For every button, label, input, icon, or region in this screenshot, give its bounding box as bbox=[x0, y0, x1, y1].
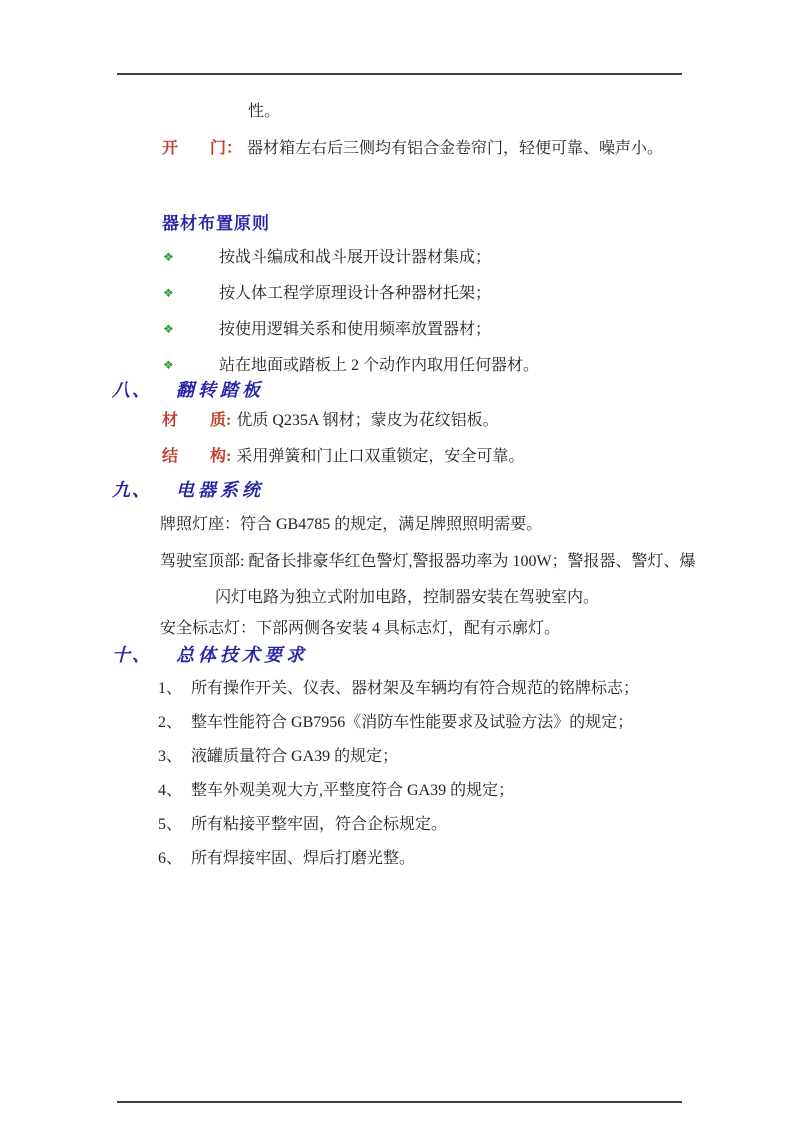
item-text: 整车外观美观大方,平整度符合 GA39 的规定； bbox=[191, 782, 515, 799]
item-text: 整车性能符合 GB7956《消防车性能要求及试验方法》的规定； bbox=[191, 714, 634, 731]
diamond-bullet-icon: ❖ bbox=[163, 250, 174, 264]
door-label: 开 门： bbox=[162, 140, 243, 157]
section-8-heading bbox=[112, 376, 264, 402]
diamond-bullet-icon: ❖ bbox=[163, 358, 174, 372]
section-10-heading bbox=[112, 641, 308, 667]
cab-roof-line-1: 驾驶室顶部: 配备长排豪华红色警灯,警报器功率为 100W；警报器、警灯、爆 bbox=[160, 553, 696, 570]
bullet-text: 站在地面或踏板上 2 个动作内取用任何器材。 bbox=[219, 357, 540, 374]
item-number: 4、 bbox=[158, 782, 183, 799]
door-text: 器材箱左右后三侧均有铝合金卷帘门，轻便可靠、噪声小。 bbox=[247, 140, 664, 157]
item-number: 6、 bbox=[158, 850, 183, 867]
item-number: 3、 bbox=[158, 748, 183, 765]
bullet-text: 按战斗编成和战斗展开设计器材集成； bbox=[219, 249, 492, 266]
equipment-layout-title: 器材布置原则 bbox=[162, 214, 270, 233]
material-label: 材 质: bbox=[162, 412, 232, 429]
item-number: 2、 bbox=[158, 714, 183, 731]
structure-label: 结 构: bbox=[162, 448, 232, 465]
door-spec-line bbox=[162, 139, 663, 158]
item-number: 5、 bbox=[158, 816, 183, 833]
section-10-number: 十、 bbox=[112, 645, 152, 665]
section-9-title: 电器系统 bbox=[176, 480, 264, 500]
item-text: 液罐质量符合 GA39 的规定； bbox=[191, 748, 399, 765]
item-number: 1、 bbox=[158, 680, 183, 697]
section-9-number: 九、 bbox=[112, 480, 152, 500]
structure-spec-line bbox=[162, 447, 524, 466]
item-text: 所有粘接平整牢固，符合企标规定。 bbox=[191, 816, 448, 833]
requirement-item bbox=[158, 713, 633, 732]
section-10-title: 总体技术要求 bbox=[176, 645, 308, 665]
paragraph-continuation: 性。 bbox=[248, 103, 281, 120]
cab-roof-line-2: 闪灯电路为独立式附加电路，控制器安装在驾驶室内。 bbox=[215, 589, 600, 606]
requirement-item bbox=[158, 679, 639, 698]
section-9-heading bbox=[112, 476, 264, 502]
requirement-item bbox=[158, 747, 398, 766]
material-spec-line bbox=[162, 411, 499, 430]
section-8-title: 翻转踏板 bbox=[176, 380, 264, 400]
item-text: 所有操作开关、仪表、器材架及车辆均有符合规范的铭牌标志； bbox=[191, 680, 640, 697]
license-lamp-line: 牌照灯座：符合 GB4785 的规定，满足牌照照明需要。 bbox=[160, 516, 543, 533]
requirement-item bbox=[158, 849, 415, 868]
requirement-item bbox=[158, 781, 514, 800]
header-rule bbox=[117, 73, 682, 75]
item-text: 所有焊接牢固、焊后打磨光整。 bbox=[191, 850, 416, 867]
bullet-text: 按使用逻辑关系和使用频率放置器材； bbox=[219, 321, 492, 338]
section-8-number: 八、 bbox=[112, 380, 152, 400]
material-text: 优质 Q235A 钢材；蒙皮为花纹铝板。 bbox=[236, 412, 499, 429]
diamond-bullet-icon: ❖ bbox=[163, 286, 174, 300]
footer-rule bbox=[117, 1101, 682, 1103]
requirement-item bbox=[158, 815, 447, 834]
structure-text: 采用弹簧和门止口双重锁定，安全可靠。 bbox=[236, 448, 525, 465]
diamond-bullet-icon: ❖ bbox=[163, 322, 174, 336]
bullet-text: 按人体工程学原理设计各种器材托架； bbox=[219, 285, 492, 302]
safety-marker-line: 安全标志灯：下部两侧各安装 4 具标志灯，配有示廓灯。 bbox=[160, 620, 561, 637]
